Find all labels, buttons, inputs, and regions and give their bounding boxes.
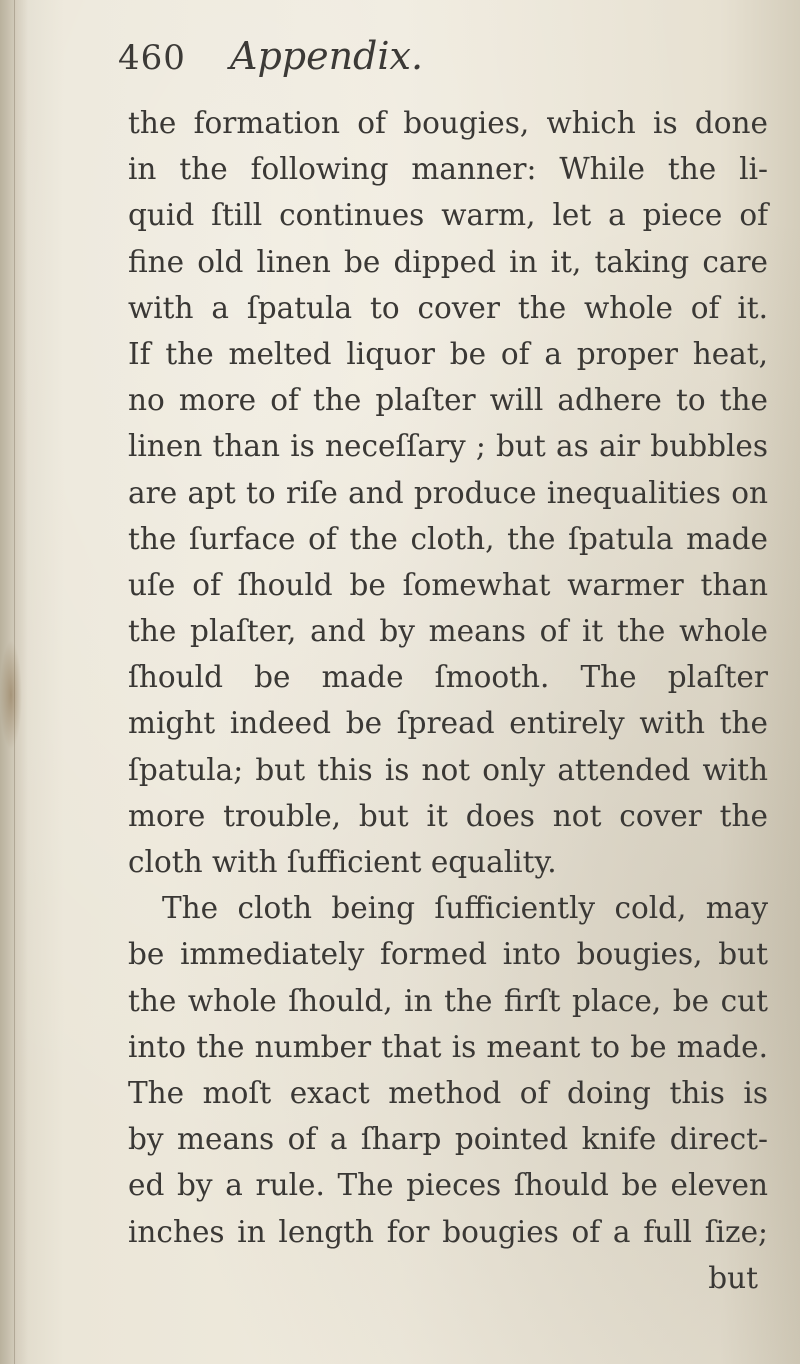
text-line: with a ſpatula to cover the whole of it. <box>128 290 768 325</box>
body-text <box>128 100 768 1301</box>
text-line: If the melted liquor be of a proper heat, <box>128 336 768 371</box>
text-line: fine old linen be dipped in it, taking care <box>128 244 768 279</box>
text-line: uſe of ſhould be ſomewhat warmer than <box>128 567 768 602</box>
catchword: but <box>708 1260 758 1295</box>
running-head <box>118 30 678 90</box>
text-line: the ſurface of the cloth, the ſpatula made <box>128 521 768 556</box>
text-line: no more of the plaſter will adhere to the <box>128 383 768 418</box>
text-line: The moſt exact method of doing this is <box>128 1075 768 1110</box>
text-line: be immediately formed into bougies, but <box>128 937 768 972</box>
page-number: 460 <box>118 38 186 78</box>
text-line: quid ſtill continues warm, let a piece of <box>128 198 768 233</box>
text-line: the whole ſhould, in the firſt place, be cut <box>128 983 768 1018</box>
running-title: Appendix. <box>230 34 424 78</box>
text-line: The cloth being ſufficiently cold, may <box>162 891 768 926</box>
text-line: ed by a rule. The pieces ſhould be eleven <box>128 1168 768 1203</box>
text-line: might indeed be ſpread entirely with the <box>128 706 768 741</box>
text-line: linen than is neceſſary ; but as air bubbles <box>128 429 768 464</box>
text-line: ſhould be made ſmooth. The plaſter <box>128 660 768 695</box>
text-line: by means of a ſharp pointed knife direct- <box>128 1122 768 1157</box>
text-line: the formation of bougies, which is done <box>128 106 768 140</box>
text-line: are apt to riſe and produce inequalities on <box>128 475 768 510</box>
text-line: in the following manner: While the li- <box>128 152 768 187</box>
paper-stain <box>0 640 22 750</box>
text-line: ſpatula; but this is not only attended with <box>128 752 768 787</box>
text-line: the plaſter, and by means of it the whole <box>128 614 768 649</box>
text-line: inches in length for bougies of a full ſize; <box>128 1214 768 1249</box>
text-line: into the number that is meant to be made. <box>128 1029 768 1064</box>
text-line: cloth with ſufficient equality. <box>128 845 557 879</box>
text-line: more trouble, but it does not cover the <box>128 798 768 833</box>
